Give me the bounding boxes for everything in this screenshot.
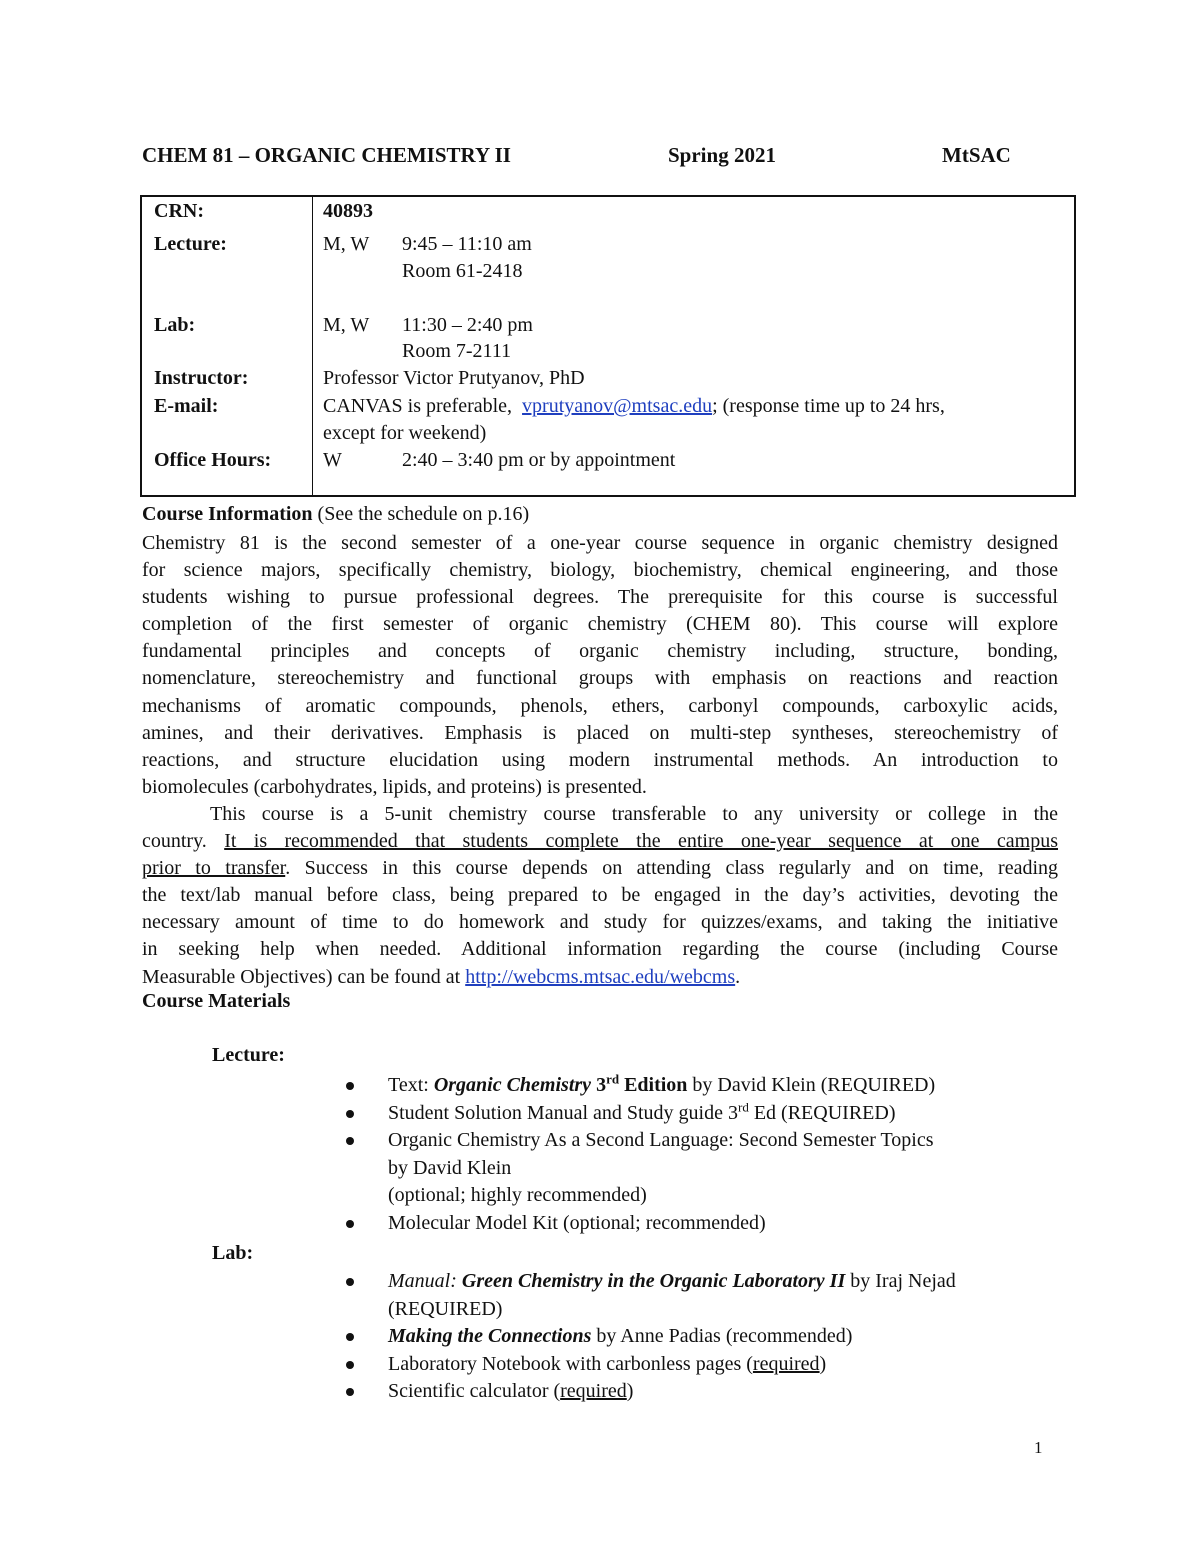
book-title: Green Chemistry in the Organic Laboratory II — [461, 1270, 846, 1292]
course-info-heading: Course Information — [142, 503, 313, 525]
office-hours-label: Office Hours: — [154, 449, 272, 471]
email-value — [323, 395, 945, 418]
required-text: required — [560, 1380, 627, 1402]
course-info-note: (See the schedule on p.16) — [312, 503, 530, 525]
lecture-label: Lecture: — [154, 233, 227, 255]
item-text: (optional; highly recommended) — [388, 1184, 647, 1206]
item-text: (REQUIRED) — [388, 1297, 503, 1320]
instructor-value: Professor Victor Prutyanov, PhD — [323, 367, 585, 389]
description-line: nomenclature, stereochemistry and functional groups with emphasis on reactions and reaction — [142, 667, 1058, 690]
description-line: for science majors, specifically chemistry, biology, biochemistry, chemical engineering, and those — [142, 559, 1058, 582]
lecture-room: Room 61-2418 — [402, 260, 523, 282]
list-item — [340, 1268, 1080, 1323]
transfer-line: in seeking help when needed. Additional information regarding the course (including Course — [142, 938, 1058, 961]
item-text: Scientific calculator ( — [388, 1380, 561, 1402]
crn-label: CRN: — [154, 200, 204, 222]
list-item — [340, 1072, 1080, 1100]
bullet-icon — [346, 1388, 354, 1396]
description-line: fundamental principles and concepts of organic chemistry including, structure, bonding, — [142, 640, 1058, 663]
bullet-icon — [346, 1333, 354, 1341]
item-text: by David Klein — [388, 1156, 512, 1179]
bullet-icon — [346, 1361, 354, 1369]
course-title: CHEM 81 – ORGANIC CHEMISTRY II — [142, 143, 511, 167]
list-item — [340, 1378, 1080, 1406]
description-line: reactions, and structure elucidation using modern instrumental methods. An introduction to — [142, 748, 1058, 771]
bullet-icon — [346, 1137, 354, 1145]
book-title: Organic Chemistry — [433, 1074, 592, 1096]
page-number: 1 — [1034, 1438, 1043, 1457]
list-item — [340, 1127, 1080, 1210]
crn-value: 40893 — [323, 200, 373, 222]
lab-days: M, W — [323, 314, 370, 336]
lab-label: Lab: — [154, 314, 196, 336]
item-text: ) — [819, 1352, 827, 1375]
item-text: Edition — [619, 1074, 688, 1096]
ordinal-suffix: rd — [606, 1071, 620, 1087]
transfer-text: Measurable Objectives) can be found at — [142, 965, 466, 988]
college: MtSAC — [942, 143, 1011, 167]
item-text: by David Klein (REQUIRED) — [687, 1074, 936, 1096]
instructor-label: Instructor: — [154, 367, 249, 389]
course-description — [142, 530, 1058, 801]
transfer-line — [142, 828, 1058, 855]
description-line: Chemistry 81 is the second semester of a one-year course sequence in organic chemistry designed — [142, 532, 1058, 554]
course-info-table — [140, 195, 1076, 497]
description-line: completion of the first semester of organic chemistry (CHEM 80). This course will explore — [142, 613, 1058, 636]
item-text: ) — [626, 1380, 634, 1402]
lecture-time: 9:45 – 11:10 am — [402, 233, 532, 255]
list-item — [340, 1351, 1080, 1379]
description-line: biomolecules (carbohydrates, lipids, and proteins) is presented. — [142, 775, 647, 798]
description-line: mechanisms of aromatic compounds, phenols, ethers, carbonyl compounds, carboxylic acids, — [142, 694, 1058, 717]
item-text: Text: — [388, 1074, 434, 1096]
transfer-line: necessary amount of time to do homework and study for quizzes/exams, and taking the initiative — [142, 911, 1058, 934]
transfer-line — [142, 855, 1058, 882]
lab-materials-list — [340, 1268, 1080, 1406]
email-prefix: CANVAS is preferable, — [323, 395, 518, 417]
lecture-materials-list — [340, 1072, 1080, 1237]
course-materials-heading: Course Materials — [142, 990, 291, 1012]
lecture-materials-label: Lecture: — [212, 1044, 285, 1066]
item-text: 3 — [591, 1074, 607, 1096]
transfer-paragraph — [142, 801, 1058, 991]
course-info-heading-line — [142, 503, 529, 526]
item-text: Organic Chemistry As a Second Language: Second Semester Topics — [388, 1129, 934, 1151]
transfer-line — [142, 964, 1058, 991]
bullet-icon — [346, 1110, 354, 1118]
lab-room: Room 7-2111 — [402, 340, 512, 362]
item-text: by Anne Padias (recommended) — [591, 1325, 853, 1347]
book-title: Making the Connections — [388, 1325, 592, 1347]
email-note: except for weekend) — [323, 422, 487, 444]
bullet-icon — [346, 1082, 354, 1090]
list-item — [340, 1210, 1080, 1238]
description-line: students wishing to pursue professional degrees. The prerequisite for this course is successful — [142, 586, 1058, 609]
email-label: E-mail: — [154, 395, 219, 417]
term: Spring 2021 — [668, 143, 776, 167]
office-time: 2:40 – 3:40 pm or by appointment — [402, 449, 676, 471]
transfer-line: This course is a 5-unit chemistry course transferable to any university or college in the — [210, 803, 1058, 825]
item-text: Laboratory Notebook with carbonless pages ( — [388, 1352, 753, 1375]
lab-materials-label: Lab: — [212, 1242, 254, 1264]
email-suffix: ; (response time up to 24 hrs, — [712, 395, 945, 417]
lab-time: 11:30 – 2:40 pm — [402, 314, 533, 336]
email-link[interactable]: vprutyanov@mtsac.edu — [522, 395, 713, 417]
list-item — [340, 1100, 1080, 1128]
bullet-icon — [346, 1220, 354, 1228]
transfer-text: country. — [142, 830, 225, 853]
description-line: amines, and their derivatives. Emphasis is placed on multi-step syntheses, stereochemistry of — [142, 721, 1058, 744]
item-text: Student Solution Manual and Study guide 3 — [388, 1101, 738, 1124]
list-item — [340, 1323, 1080, 1351]
webcms-link[interactable]: http://webcms.mtsac.edu/webcms — [465, 965, 736, 988]
recommendation-text: prior to transfer — [142, 857, 286, 880]
transfer-text: . — [735, 965, 741, 988]
recommendation-text: It is recommended that students complete the entire one-year sequence at one campus — [224, 830, 1059, 853]
ordinal-suffix: rd — [738, 1098, 749, 1114]
table-divider — [312, 197, 313, 495]
transfer-line: the text/lab manual before class, being prepared to be engaged in the day’s activities, devoting the — [142, 884, 1058, 907]
item-text: Ed (REQUIRED) — [748, 1101, 896, 1124]
lecture-days: M, W — [323, 233, 370, 255]
item-text: by Iraj Nejad — [845, 1270, 956, 1292]
transfer-text: . Success in this course depends on attending class regularly and on time, reading — [285, 857, 1059, 880]
bullet-icon — [346, 1278, 354, 1286]
item-text: Molecular Model Kit (optional; recommended) — [388, 1211, 766, 1234]
required-text: required — [752, 1352, 820, 1375]
office-day: W — [323, 449, 342, 471]
item-text: Manual: — [388, 1270, 462, 1292]
